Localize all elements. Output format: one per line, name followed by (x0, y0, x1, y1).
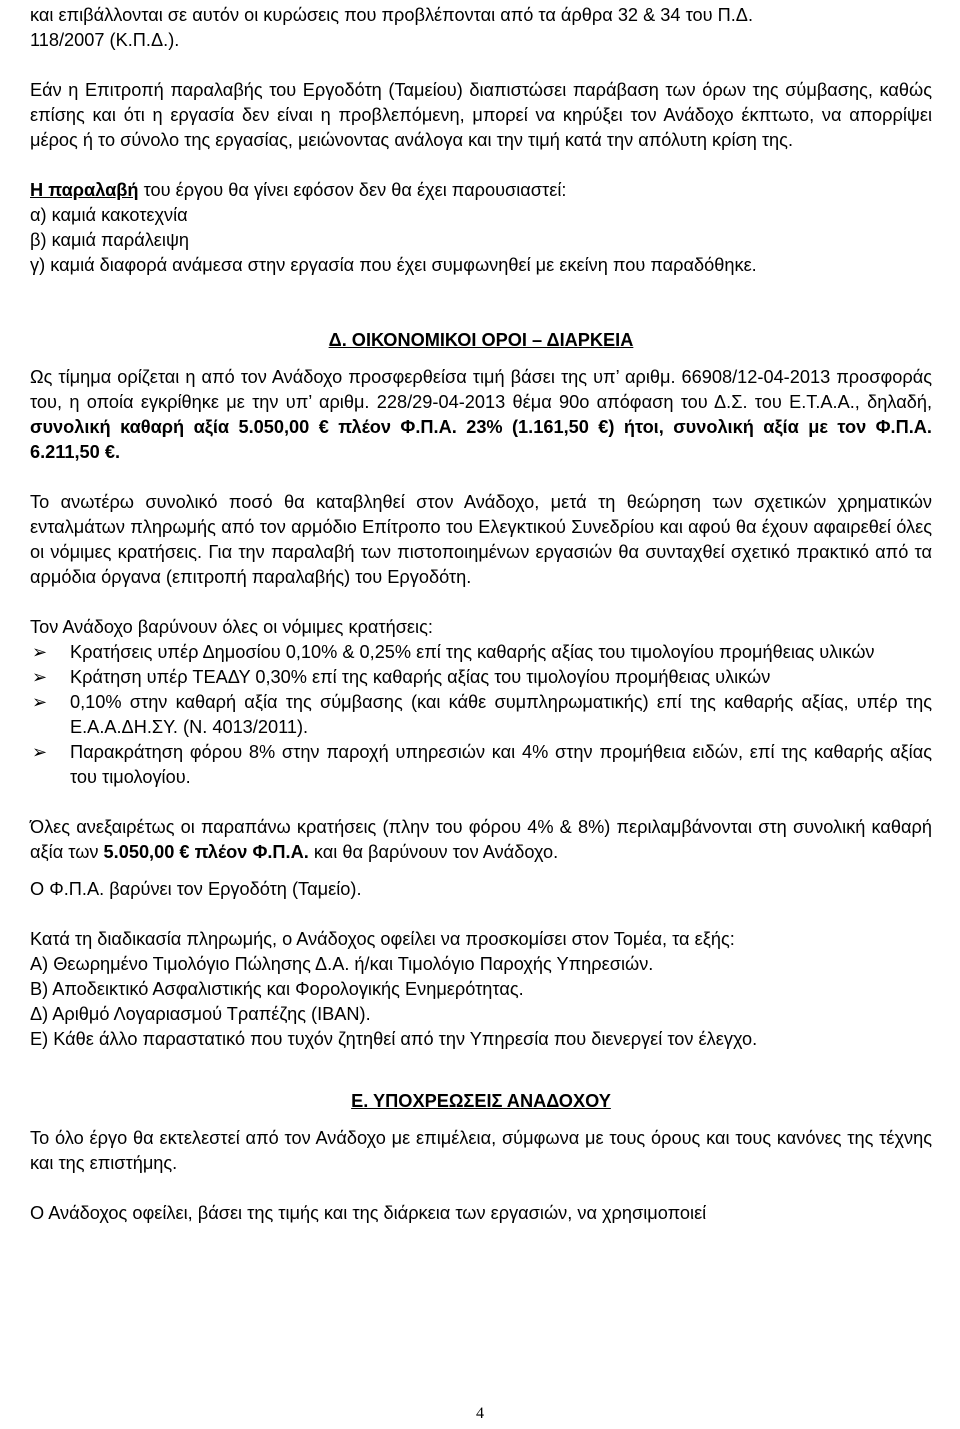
doc-item: Δ) Αριθμό Λογαριασμού Τραπέζης (ΙΒΑΝ). (30, 1004, 371, 1024)
summary-text: Όλες ανεξαιρέτως οι παραπάνω κρατήσεις (πλην του φόρου 4% & 8%) περιλαμβάνονται στη συνολική καθαρή αξία των (30, 817, 932, 862)
deduction-text: Κρατήσεις υπέρ Δημοσίου 0,10% & 0,25% επί της καθαρής αξίας του τιμολογίου προμήθειας υλικών (70, 642, 875, 662)
obligations-heading: Ε. ΥΠΟΧΡΕΩΣΕΙΣ ΑΝΑΔΟΧΟΥ (351, 1091, 611, 1111)
deduction-text: 0,10% στην καθαρή αξία της σύμβασης (και κάθε συμπληρωματικής) επί της καθαρής αξίας, υπέρ της Ε.Α.Α.ΔΗ.ΣΥ. (Ν. 4013/2011). (70, 692, 932, 737)
euro-icon: € (318, 417, 329, 437)
price-text: Ως τίμημα ορίζεται η από τον Ανάδοχο προσφερθείσα τιμή βάσει της υπ’ αριθμ. 66908/12-04-2013 προσφοράς του, η οποία εγκρίθηκε με την υπ’ αριθμ. 228/29-04-2013 θέμα 90ο απόφαση του Δ.Σ. του Ε.Τ.Α.Α., δηλαδή, (30, 367, 932, 412)
obligations-paragraph-2: Ο Ανάδοχος οφείλει, βάσει της τιμής και της διάρκεια των εργασιών, να χρησιμοποιεί (30, 1203, 707, 1223)
doc-item: Β) Αποδεικτικό Ασφαλιστικής και Φορολογικής Ενημερότητας. (30, 979, 524, 999)
euro-icon: € (598, 417, 609, 437)
summary-vat: πλέον Φ.Π.Α. (194, 842, 309, 862)
doc-item: Ε) Κάθε άλλο παραστατικό που τυχόν ζητηθεί από την Υπηρεσία που διενεργεί τον έλεγχο. (30, 1029, 758, 1049)
obligations-paragraph-1: Το όλο έργο θα εκτελεστεί από τον Ανάδοχο με επιμέλεια, σύμφωνα με τους όρους και τους κανόνες της τέχνης και της επιστήμης. (30, 1128, 932, 1173)
intro-line-2: 118/2007 (Κ.Π.Δ.). (30, 30, 180, 50)
list-item (30, 690, 932, 740)
acceptance-lead (30, 178, 932, 203)
summary-end: και θα βαρύνουν τον Ανάδοχο. (308, 842, 559, 862)
doc-item: Α) Θεωρημένο Τιμολόγιο Πώλησης Δ.Α. ή/και Τιμολόγιο Παροχής Υπηρεσιών. (30, 954, 654, 974)
price-end: . (114, 442, 121, 462)
summary-net-value: 5.050,00 (103, 842, 175, 862)
vat-paragraph: Ο Φ.Π.Α. βαρύνει τον Εργοδότη (Ταμείο). (30, 879, 362, 899)
acceptance-item-c: γ) καμιά διαφορά ανάμεσα στην εργασία που έχει συμφωνηθεί με εκείνη που παραδόθηκε. (30, 255, 757, 275)
acceptance-item-b: β) καμιά παράλειψη (30, 230, 190, 250)
euro-icon: € (179, 842, 190, 862)
page-number: 4 (476, 1405, 484, 1422)
intro-line-1: και επιβάλλονται σε αυτόν οι κυρώσεις που προβλέπονται από τα άρθρα 32 & 34 του Π.Δ. (30, 5, 753, 25)
arrow-bullet-icon: ➢ (32, 692, 48, 712)
acceptance-lead-rest: του έργου θα γίνει εφόσον δεν θα έχει παρουσιαστεί: (138, 180, 567, 200)
financial-price-paragraph (30, 365, 932, 465)
payment-paragraph: Το ανωτέρω συνολικό ποσό θα καταβληθεί στον Ανάδοχο, μετά τη θεώρηση των σχετικών χρηματικών ενταλμάτων πληρωμής από τον αρμόδιο Επίτροπο του Ελεγκτικού Συνεδρίου και αφού θα έχουν αφαιρεθεί όλες οι νόμιμες κρατήσεις. Για την παραλαβή των πιστοποιημένων εργασιών θα συνταχθεί σχετικό πρακτικό από τα αρμόδια όργανα (επιτροπή παραλαβής) του Εργοδότη. (30, 492, 932, 587)
inspection-paragraph: Εάν η Επιτροπή παραλαβής του Εργοδότη (Ταμείου) διαπιστώσει παράβαση των όρων της σύμβασης, καθώς επίσης και ότι η εργασία δεν είναι η προβλεπόμενη, μπορεί να κηρύξει τον Ανάδοχο έκπτωτο, να απορρίψει μέρος ή το σύνολο της εργασίας, μειώνοντας ανάλογα και την τιμή κατά την απόλυτη κρίση της. (30, 80, 932, 150)
docs-intro: Κατά τη διαδικασία πληρωμής, ο Ανάδοχος οφείλει να προσκομίσει στον Τομέα, τα εξής: (30, 929, 735, 949)
list-item (30, 740, 932, 790)
acceptance-item-a: α) καμιά κακοτεχνία (30, 205, 188, 225)
arrow-bullet-icon: ➢ (32, 667, 48, 687)
deductions-intro: Τον Ανάδοχο βαρύνουν όλες οι νόμιμες κρατήσεις: (30, 617, 433, 637)
price-vat: πλέον Φ.Π.Α. 23% (1.161,50 (338, 417, 589, 437)
deduction-text: Κράτηση υπέρ ΤΕΑΔΥ 0,30% επί της καθαρής αξίας του τιμολογίου προμήθειας υλικών (70, 667, 771, 687)
arrow-bullet-icon: ➢ (32, 742, 48, 762)
acceptance-lead-bold: Η παραλαβή (30, 180, 139, 200)
list-item (30, 665, 932, 690)
price-total: ) ήτοι, συνολική αξία με τον Φ.Π.Α. 6.211,50 (30, 417, 932, 462)
deductions-summary (30, 815, 932, 865)
arrow-bullet-icon: ➢ (32, 642, 48, 662)
euro-icon: € (104, 442, 115, 462)
document-page (30, 0, 932, 1226)
deduction-text: Παρακράτηση φόρου 8% στην παροχή υπηρεσιών και 4% στην προμήθεια ειδών, επί της καθαρής αξίας του τιμολογίου. (70, 742, 932, 787)
financial-heading: Δ. ΟΙΚΟΝΟΜΙΚΟΙ ΟΡΟΙ – ΔΙΑΡΚΕΙΑ (328, 330, 634, 350)
price-net-value: συνολική καθαρή αξία 5.050,00 (30, 417, 310, 437)
list-item (30, 640, 932, 665)
deductions-list (30, 640, 932, 790)
